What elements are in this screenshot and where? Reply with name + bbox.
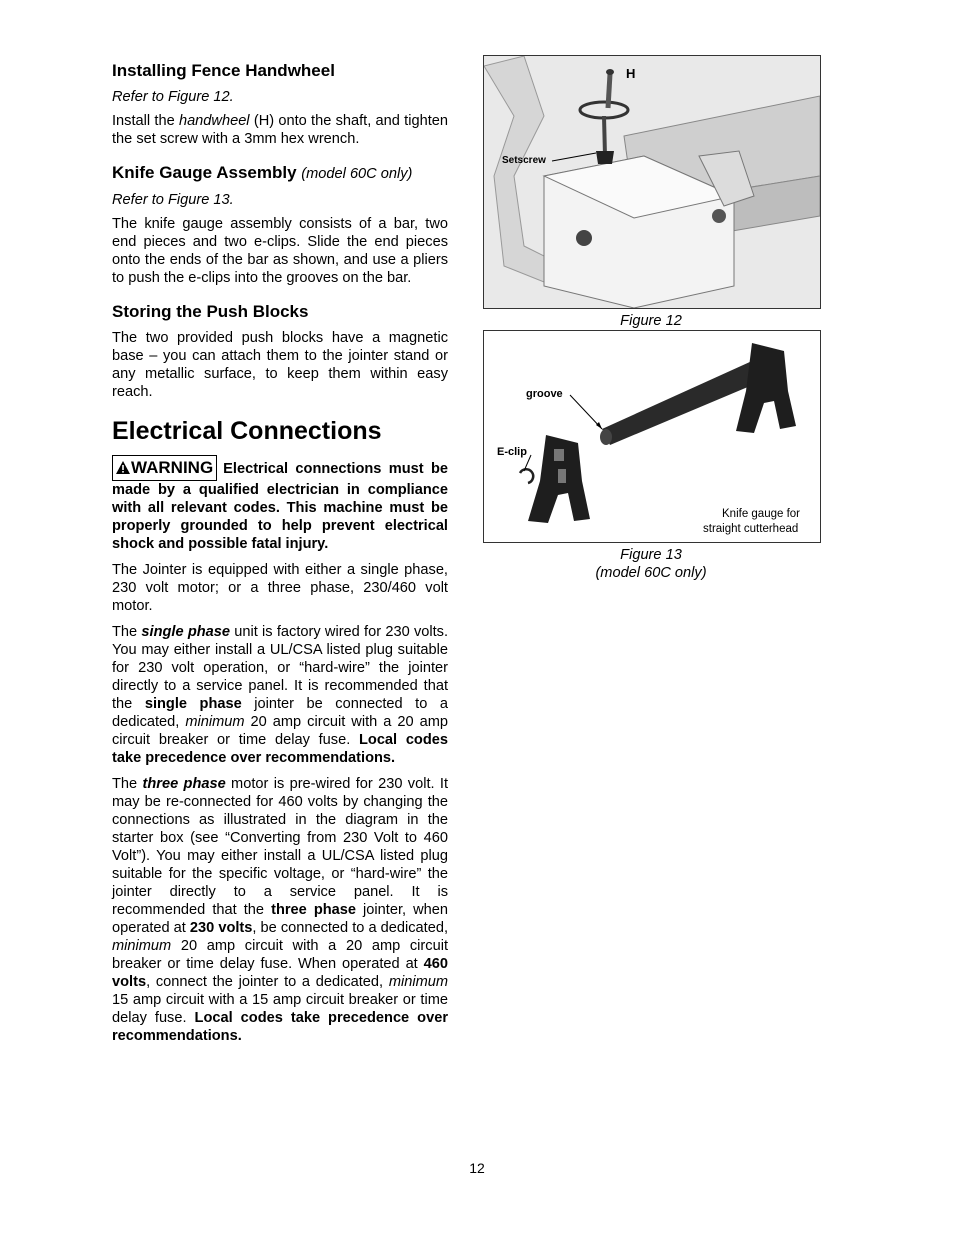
warning-badge: WARNING bbox=[112, 455, 217, 481]
left-column bbox=[112, 60, 448, 1053]
paragraph-push-blocks: The two provided push blocks have a magnetic base – you can attach them to the jointer stand or any metallic surface, to keep them within easy reach. bbox=[112, 330, 448, 400]
paragraph-fence-handwheel: Install the handwheel (H) onto the shaft, and tighten the set screw with a 3mm hex wrench. bbox=[112, 113, 448, 147]
page-number: 12 bbox=[469, 1160, 485, 1176]
paragraph-motor-types: The Jointer is equipped with either a single phase, 230 volt motor; or a three phase, 230/460 volt motor. bbox=[112, 562, 448, 614]
heading-electrical-connections: Electrical Connections bbox=[112, 417, 382, 445]
paragraph-single-phase: The single phase unit is factory wired for 230 volts. You may either install a UL/CSA listed plug suitable for 230 volt operation, or “hard-wire” the jointer directly to a service panel. It is recommended that the single phase jointer be connected to a dedicated, minimum 20 amp circuit with a 20 amp circuit breaker or time delay fuse. Local codes take precedence over recommendations. bbox=[112, 624, 449, 766]
paragraph-knife-gauge: The knife gauge assembly consists of a bar, two end pieces and two e-clips. Slide the end pieces onto the ends of the bar as shown, and use a pliers to push the e-clips into the grooves on the bar. bbox=[112, 216, 448, 286]
label-eclip: E-clip bbox=[497, 446, 527, 458]
heading-push-blocks: Storing the Push Blocks bbox=[112, 302, 309, 321]
refer-figure-13: Refer to Figure 13. bbox=[112, 192, 234, 208]
label-h: H bbox=[626, 66, 636, 81]
paragraph-three-phase: The three phase motor is pre-wired for 230 volt. It may be re-connected for 460 volts by changing the connections as illustrated in the diagram in the starter box (see “Converting from 230 Volt to 460 Volt”). You may either install a UL/CSA listed plug suitable for the specific voltage, or “hard-wire” the jointer directly to a service panel. It is recommended that the three phase jointer, when operated at 230 volts, be connected to a dedicated, minimum 20 amp circuit with a 20 amp circuit breaker or time delay fuse. When operated at 460 volts, connect the jointer to a dedicated, minimum 15 amp circuit with a 15 amp circuit breaker or time delay fuse. Local codes take precedence over recommendations. bbox=[112, 776, 449, 1044]
heading-fence-handwheel: Installing Fence Handwheel bbox=[112, 61, 335, 80]
figure-13-image bbox=[483, 330, 821, 543]
figure-13-caption: Figure 13 (model 60C only) bbox=[595, 547, 707, 581]
figure-12-illustration bbox=[484, 56, 820, 308]
refer-figure-12: Refer to Figure 12. bbox=[112, 89, 234, 105]
figure-13-illustration bbox=[484, 331, 820, 542]
label-groove: groove bbox=[526, 388, 563, 400]
label-setscrew: Setscrew bbox=[502, 155, 546, 166]
warning-paragraph: WARNING Electrical connections must be made by a qualified electrician in compliance with all relevant codes. This machine must be properly grounded to help prevent electrical shock and possible fatal injury. bbox=[112, 455, 448, 553]
label-knife-gauge-2: straight cutterhead bbox=[703, 523, 799, 535]
figure-12-image bbox=[483, 55, 821, 309]
figure-12-caption: Figure 12 bbox=[620, 313, 682, 329]
warning-triangle-icon bbox=[115, 460, 131, 475]
heading-knife-gauge: Knife Gauge Assembly (model 60C only) bbox=[112, 163, 413, 182]
label-knife-gauge-1: Knife gauge for bbox=[722, 508, 801, 520]
